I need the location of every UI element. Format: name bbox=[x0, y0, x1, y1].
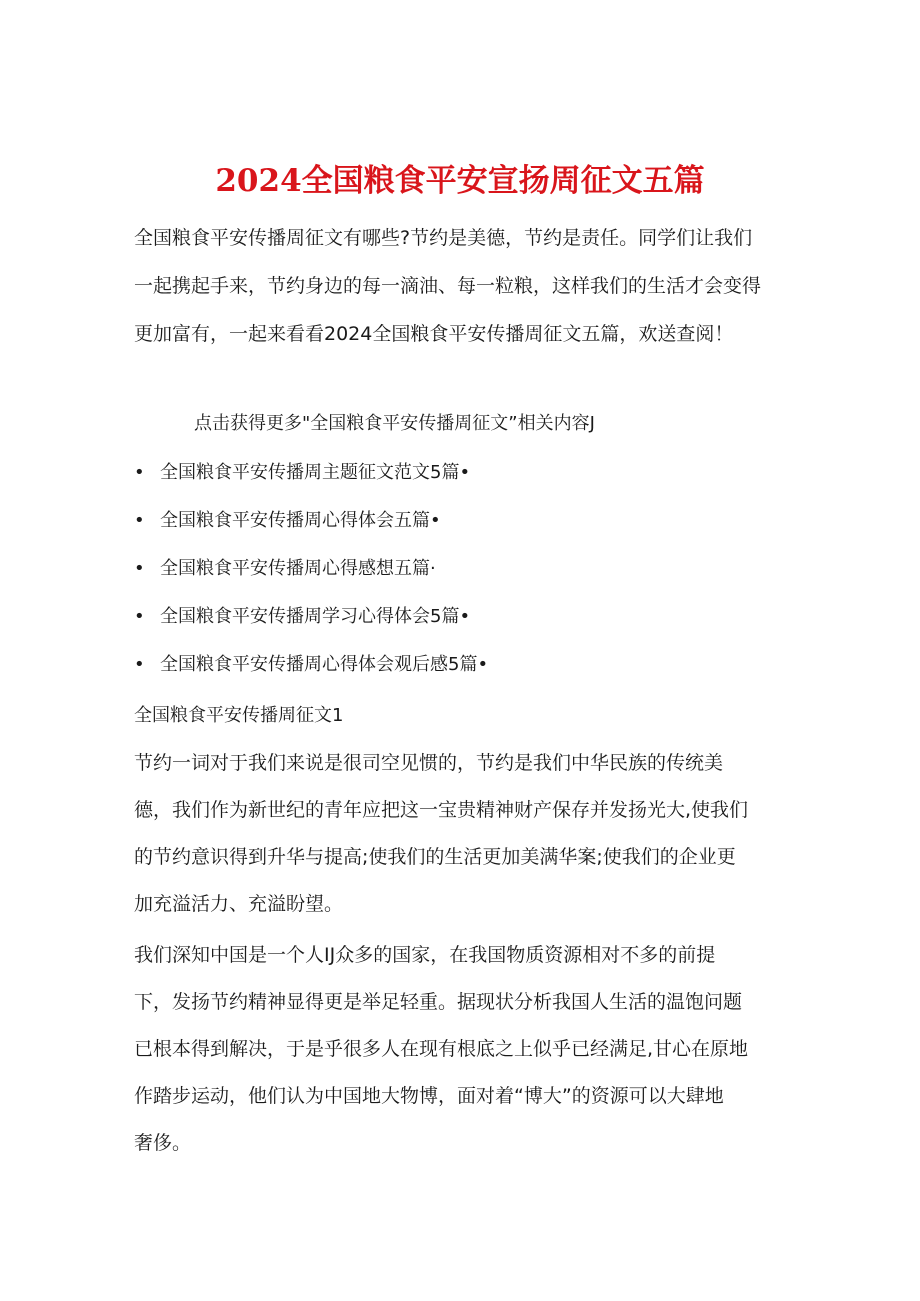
related-links-list bbox=[134, 455, 488, 695]
paragraph-line: 已根本得到解决，于是乎很多人在现有根底之上似乎已经满足,甘心在原地 bbox=[134, 1038, 749, 1060]
bullet-icon: • bbox=[134, 606, 145, 627]
paragraph-line: 加充溢活力、充溢盼望。 bbox=[134, 893, 344, 915]
intro-line: 全国粮食平安传播周征文有哪些?节约是美德，节约是责任。同学们让我们 bbox=[134, 227, 753, 249]
paragraph-line: 作踏步运动，他们认为中国地大物博，面对着“博大”的资源可以大肆地 bbox=[134, 1085, 724, 1107]
page-title: 2024全国粮食平安宣扬周征文五篇 bbox=[215, 162, 705, 199]
paragraph-line: 的节约意识得到升华与提高;使我们的生活更加美满华案;使我们的企业更 bbox=[134, 846, 736, 868]
related-link-4[interactable]: 全国粮食平安传播周学习心得体会5篇• bbox=[160, 606, 471, 627]
body-paragraph-2 bbox=[134, 932, 814, 1167]
bullet-icon: • bbox=[134, 510, 145, 531]
list-item bbox=[134, 647, 488, 695]
list-item bbox=[134, 599, 488, 647]
body-paragraph-1 bbox=[134, 740, 814, 928]
paragraph-line: 我们深知中国是一个人IJ众多的国家，在我国物质资源相对不多的前提 bbox=[134, 944, 716, 966]
related-content-header: 点击获得更多"全国粮食平安传播周征文”相关内容J bbox=[194, 413, 595, 434]
list-item bbox=[134, 455, 488, 503]
intro-line: 更加富有，一起来看看2024全国粮食平安传播周征文五篇，欢送查阅！ bbox=[134, 323, 734, 345]
list-item bbox=[134, 503, 488, 551]
bullet-icon: • bbox=[134, 558, 145, 579]
related-link-2[interactable]: 全国粮食平安传播周心得体会五篇• bbox=[160, 510, 441, 531]
paragraph-line: 奢侈。 bbox=[134, 1132, 192, 1154]
related-link-1[interactable]: 全国粮食平安传播周主题征文范文5篇• bbox=[160, 462, 471, 483]
related-link-3[interactable]: 全国粮食平安传播周心得感想五篇· bbox=[160, 558, 436, 579]
paragraph-line: 节约一词对于我们来说是很司空见惯的，节约是我们中华民族的传统美 bbox=[134, 752, 724, 774]
bullet-icon: • bbox=[134, 462, 145, 483]
section-heading: 全国粮食平安传播周征文1 bbox=[134, 705, 344, 726]
related-link-5[interactable]: 全国粮食平安传播周心得体会观后感5篇• bbox=[160, 654, 489, 675]
intro-paragraph bbox=[134, 214, 794, 358]
intro-line: 一起携起手来，节约身边的每一滴油、每一粒粮，这样我们的生活才会变得 bbox=[134, 275, 762, 297]
bullet-icon: • bbox=[134, 654, 145, 675]
paragraph-line: 下，发扬节约精神显得更是举足轻重。据现状分析我国人生活的温饱问题 bbox=[134, 991, 743, 1013]
list-item bbox=[134, 551, 488, 599]
paragraph-line: 德，我们作为新世纪的青年应把这一宝贵精神财产保存并发扬光大,使我们 bbox=[134, 799, 749, 821]
